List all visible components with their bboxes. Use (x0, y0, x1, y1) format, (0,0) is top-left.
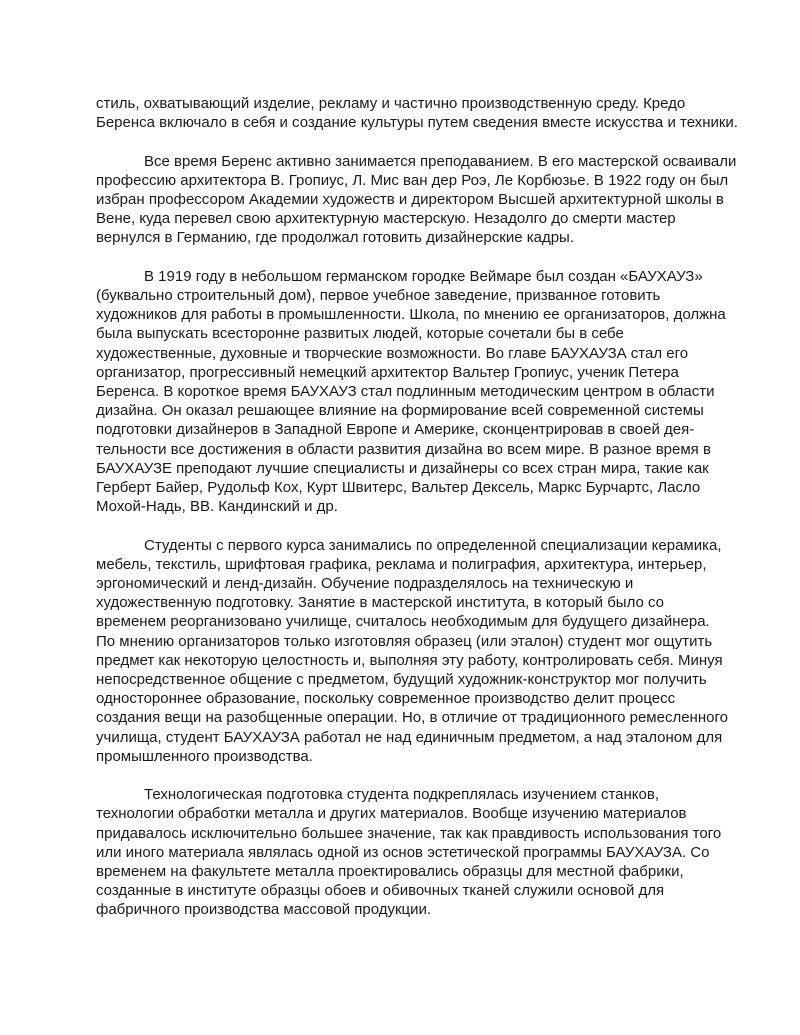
document-body (96, 94, 738, 920)
text-line: предмет как некоторую целостность и, выполняя эту работу, контролировать себя. Минуя (96, 651, 723, 669)
text-line: промышленного производства. (96, 747, 313, 765)
text-line: временем на факультете металла проектировались образцы для местной фабрики, (96, 863, 684, 881)
paragraph-bauhaus-founding (96, 267, 726, 517)
text-line: художественные, духовные и творческие возможности. Во главе БАУХАУЗА стал его (96, 344, 689, 362)
text-line: или иного материала являлась одной из основ эстетической программы БАУХАУЗА. Со (96, 843, 710, 861)
text-line: создания вещи на разобщенные операции. Но, в отличие от традиционного ремесленного (96, 709, 728, 727)
text-line: (буквально строительный дом), первое учебное заведение, призванное готовить (96, 287, 661, 304)
text-line: стиль, охватывающий изделие, рекламу и частично производственную среду. Кредо (96, 95, 686, 112)
paragraph-student-specialization (96, 536, 728, 766)
text-line: избран профессором Академии художеств и директором Высшей архитектурной школы в (96, 191, 724, 208)
text-line: тельности все достижения в области развития дизайна во всем мире. В разное время в (96, 440, 711, 458)
text-line: эргономический и ленд-дизайн. Обучение подразделялось на техническую и (96, 575, 634, 593)
text-line: была выпускать всесторонне развитых людей, которые сочетали бы в себе (96, 325, 624, 343)
text-line: технологии обработки металла и других материалов. Вообще изучению материалов (96, 805, 687, 823)
text-line: БАУХАУЗЕ преподают лучшие специалисты и дизайнеры со всех стран мира, такие как (96, 459, 709, 477)
text-line: художественную подготовку. Занятие в мастерской института, в который было со (96, 594, 665, 612)
text-line: Беренса включало в себя и создание культуры путем сведения вместе искусства и техники. (96, 114, 738, 132)
paragraph-technological-training (96, 785, 722, 919)
text-line: По мнению организаторов только изготовляя образец (или эталон) студент мог ощутить (96, 632, 713, 650)
text-line: дизайна. Он оказал решающее влияние на формирование всей современной системы (96, 402, 704, 420)
text-line: художников для работы в промышленности. Школа, по мнению ее организаторов, должна (96, 306, 726, 324)
text-line: Вене, куда перевел свою архитектурную мастерскую. Незадолго до смерти мастер (96, 210, 676, 228)
text-line: училища, студент БАУХАУЗА работал не над единичным предметом, а над эталоном для (96, 728, 723, 746)
text-line: Беренса. В короткое время БАУХАУЗ стал подлинным методическим центром в области (96, 383, 715, 401)
text-line: вернулся в Германию, где продолжал готовить дизайнерские кадры. (96, 229, 575, 247)
text-line: Герберт Байер, Рудольф Кох, Курт Швитерс, Вальтер Дексель, Маркс Бурчартс, Ласло (96, 479, 701, 497)
text-line: фабричного производства массовой продукции. (96, 901, 432, 919)
paragraph-behrens-teaching (96, 152, 737, 248)
text-line: непосредственное общение с предметом, будущий художник-конструктор мог получить (96, 671, 707, 689)
text-line: подготовки дизайнеров в Западной Европе и Америке, сконцентрировав в своей дея- (96, 421, 695, 439)
text-line: созданные в институте образцы обоев и обивочных тканей служили основой для (96, 882, 665, 900)
text-line: Мохой-Надь, ВВ. Кандинский и др. (96, 498, 338, 516)
text-line: Студенты с первого курса занимались по определенной специализации керамика, (144, 536, 722, 554)
text-line: одностороннее образование, поскольку современное производство делит процесс (96, 690, 676, 708)
text-line: Все время Беренс активно занимается преподаванием. В его мастерской осваивали (144, 152, 737, 170)
text-line: профессию архитектора В. Гропиус, Л. Мис ван дер Роэ, Ле Корбюзье. В 1922 году он был (96, 171, 729, 189)
paragraph-behrens-credo (96, 94, 738, 132)
text-line: Технологическая подготовка студента подкреплялась изучением станков, (144, 786, 659, 804)
text-line: организатор, прогрессивный немецкий архитектор Вальтер Гропиус, ученик Петера (96, 363, 679, 381)
text-line: мебель, текстиль, шрифтовая графика, реклама и полиграфия, архитектура, интерьер, (96, 555, 707, 573)
text-line: придавалось исключительно большее значение, так как правдивость использования того (96, 824, 722, 842)
text-line: В 1919 году в небольшом германском городке Веймаре был создан «БАУХАУЗ» (144, 267, 703, 285)
text-line: временем реорганизовано училище, считалось необходимым для будущего дизайнера. (96, 613, 710, 631)
